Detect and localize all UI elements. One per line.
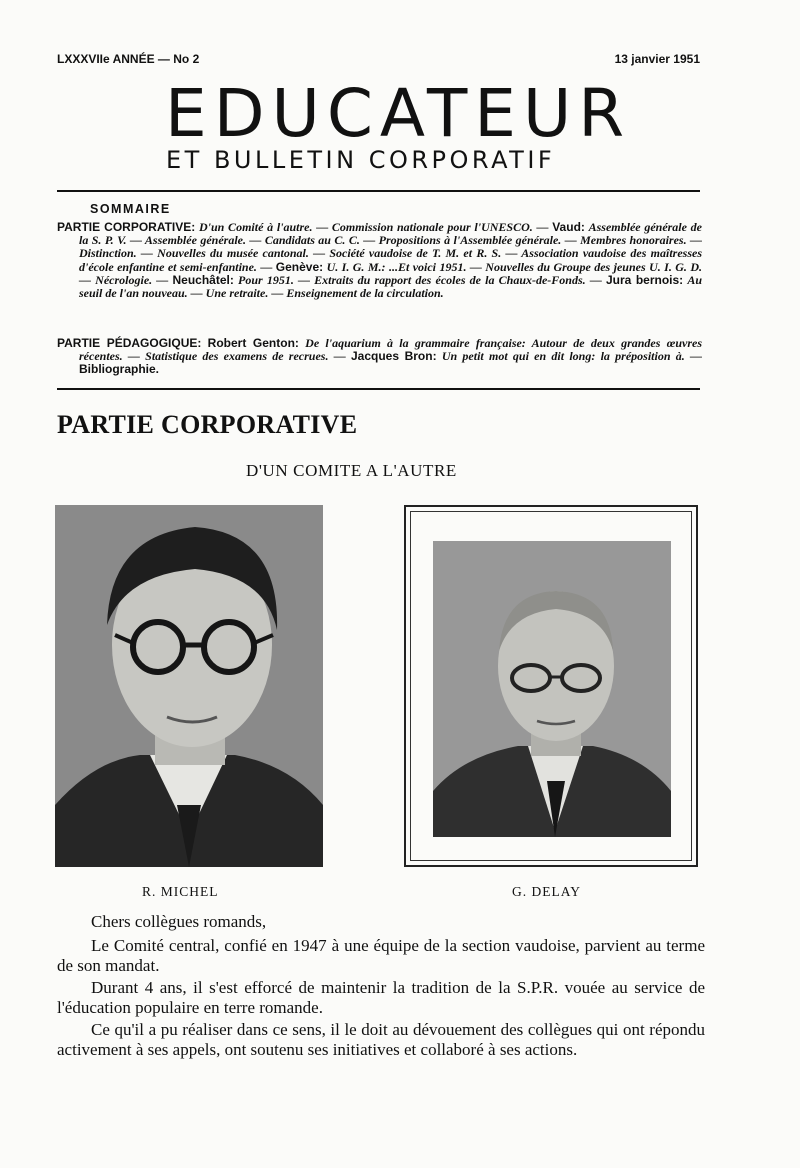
jura-label: Jura bernois: [606, 272, 684, 287]
article-body [57, 912, 705, 1060]
vaud-text: Assemblée générale de la S. P. V. — Assemblée générale. — Candidats au C. C. — Propositions à l'Assemblée générale. — Membres honoraires. — Distinction. — Nouvelles du musée cantonal. — Société vaudoise de T. M. et R. S. — Association vaudoise des maîtresses d'école enfantine et semi-enfantine. — [79, 220, 703, 274]
paragraph-2: Durant 4 ans, il s'est efforcé de maintenir la tradition de la S.P.R. vouée au service de l'éducation populaire en terre romande. [57, 978, 705, 1017]
corporative-label: PARTIE CORPORATIVE: [57, 220, 196, 234]
bibliographie: Bibliographie. [79, 362, 160, 377]
bron-text: Un petit mot qui en dit long: la préposition à. — [441, 349, 702, 364]
genton-label: Robert Genton: [207, 336, 299, 350]
paragraph-1: Le Comité central, confié en 1947 à une équipe de la section vaudoise, parvient au terme de son mandat. [57, 936, 705, 975]
neuchatel-label: Neuchâtel: [172, 272, 234, 287]
portrait-r-michel [55, 505, 323, 867]
sommaire-corporative [57, 221, 702, 300]
sommaire-heading: SOMMAIRE [90, 202, 171, 216]
portrait-g-delay [433, 541, 671, 837]
paragraph-3: Ce qu'il a pu réaliser dans ce sens, il le doit au dévouement des collègues qui ont répondu activement à ses appels, ont soutenu ses initiatives et collaboré à ses actions. [57, 1020, 705, 1059]
vaud-label: Vaud: [552, 220, 585, 234]
geneve-label: Genève: [275, 259, 324, 274]
section-title: PARTIE CORPORATIVE [57, 410, 358, 439]
sommaire-pedagogique [57, 337, 702, 377]
caption-right: G. DELAY [512, 884, 582, 899]
issue-date: 13 janvier 1951 [614, 52, 700, 66]
portrait-g-delay-image [433, 541, 671, 837]
portrait-r-michel-image [55, 505, 323, 867]
issue-number: LXXXVIIe ANNÉE — No 2 [57, 52, 200, 66]
caption-left: R. MICHEL [142, 884, 219, 899]
masthead-subtitle: ET BULLETIN CORPORATIF [166, 146, 556, 174]
genton-text: De l'aquarium à la grammaire française: Autour de deux grandes œuvres récentes. — Statistique des examens de recrues. — [79, 336, 703, 364]
pedagogique-label: PARTIE PÉDAGOGIQUE: [57, 336, 202, 350]
top-divider [57, 190, 700, 192]
jura-text: Au seuil de l'an nouveau. — Une retraite. — Enseignement de la circulation. [79, 272, 703, 301]
neuchatel-text: Pour 1951. — Extraits du rapport des écoles de la Chaux-de-Fonds. — [238, 272, 602, 287]
article-title: D'UN COMITE A L'AUTRE [246, 461, 457, 480]
masthead-title: EDUCATEUR [165, 75, 632, 152]
bron-label: Jacques Bron: [350, 349, 437, 364]
salutation: Chers collègues romands, [91, 912, 267, 931]
geneve-text: U. I. G. M.: ...Et voici 1951. — Nouvelles du Groupe des jeunes U. I. G. D. — Nécrologie. — [79, 259, 703, 287]
bottom-divider [57, 388, 700, 390]
corporative-intro: D'un Comité à l'autre. — Commission nationale pour l'UNESCO. — [199, 220, 549, 234]
